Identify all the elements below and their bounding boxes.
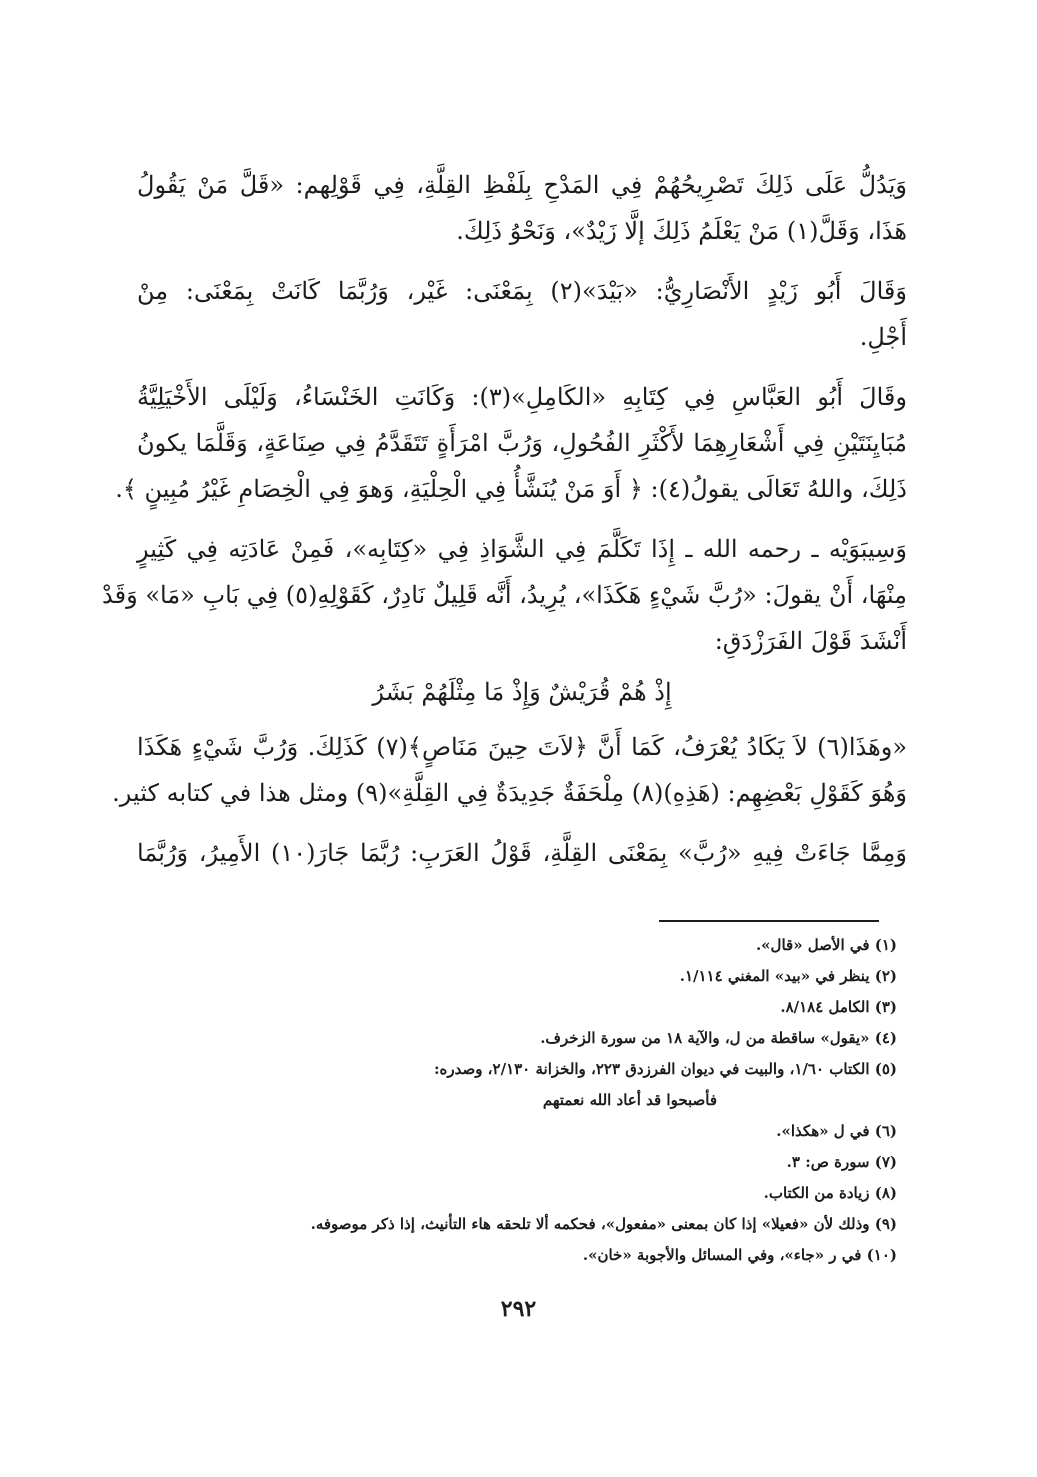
footnotes xyxy=(137,930,897,1271)
text-line: وَيَدُلُّ عَلَى ذَلِكَ تَصْرِيحُهُمْ فِي المَدْحِ بِلَفْظِ القِلَّةِ، فِي قَوْلِهم: «قَلَّ مَنْ يَقُولُ xyxy=(137,171,907,199)
footnote: (٩) وذلك لأن «فعيلا» إذا كان بمعنى «مفعول»، فحكمه ألا تلحقه هاء التأنيث، إذا ذكر موصوفه. xyxy=(310,1215,897,1233)
text-line: مُبَايِنَتَيْنِ فِي أَشْعَارِهِمَا لأَكْثَرِ الفُحُولِ، وَرُبَّ امْرَأَةٍ تَتَقَدَّمُ فِي صِنَاعَةٍ، وَقَلَّمَا يكونُ xyxy=(137,429,907,457)
footnote: (٢) ينظر في «بيد» المغني ١/١١٤. xyxy=(679,967,897,985)
text-line: ذَلِكَ، واللهُ تَعَالَى يقولُ(٤): ﴿ أَوَ مَنْ يُنَشَّأُ فِي الْحِلْيَةِ، وَهوَ فِي الْخِصَامِ غَيْرُ مُبِينٍ ﴾. xyxy=(115,475,907,503)
text-line: وَسِيبَوَيْه ـ رحمه الله ـ إِذَا تَكَلَّمَ فِي الشَّوَاذِ فِي «كِتَابِه»، فَمِنْ عَادَتِه فِي كَثِيرٍ xyxy=(137,535,907,563)
footnote: (٦) في ل «هكذا». xyxy=(776,1122,897,1140)
text-line: أَنْشَدَ قَوْلَ الفَرَزْدَقِ: xyxy=(714,627,907,655)
footnote: (٧) سورة ص: ٣. xyxy=(786,1153,897,1171)
text-line: وَقَالَ أَبُو زَيْدٍ الأَنْصَارِيُّ: «بَيْدَ»(٢) بِمَعْنَى: غَيْر، وَرُبَّمَا كَانَتْ بِمَعْنَى: مِنْ xyxy=(137,277,907,305)
text-line: «وهَذَا(٦) لاَ يَكَادُ يُعْرَفُ، كَمَا أَنَّ ﴿لاَتَ حِينَ مَنَاصٍ﴾(٧) كَذَلِكَ. وَرُبَّ شَيْءٍ هَكَذَا xyxy=(137,733,908,761)
poem-verse: إِذْ هُمْ قُرَيْشٌ وَإِذْ مَا مِثْلَهُمْ بَشَرُ xyxy=(372,678,672,706)
text-line: أَجْلِ. xyxy=(859,323,907,351)
footnote: (٤) «يقول» ساقطة من ل، والآية ١٨ من سورة الزخرف. xyxy=(540,1029,897,1047)
text-line: مِنْهَا، أَنْ يقولَ: «رُبَّ شَيْءٍ هَكَذَا»، يُرِيدُ، أَنَّه قَلِيلٌ نَادِرٌ، كَقَوْلِهِ(٥) فِي بَابِ «مَا» وَقَدْ xyxy=(102,581,907,609)
footnote: (٣) الكامل ٨/١٨٤. xyxy=(780,998,897,1016)
footnote-separator xyxy=(659,920,879,922)
text-line: هَذَا، وَقَلَّ(١) مَنْ يَعْلَمُ ذَلِكَ إلَّا زَيْدٌ»، وَنَحْوُ ذَلِكَ. xyxy=(456,217,907,245)
footnote: (٨) زيادة من الكتاب. xyxy=(763,1184,897,1202)
text-line: وَهُوَ كَقَوْلِ بَعْضِهِم: (هَذِهِ)(٨) مِلْحَفَةٌ جَدِيدَةٌ فِي القِلَّةِ»(٩) ومثل هذا في كتابه كثير. xyxy=(112,779,907,807)
main-text xyxy=(102,162,908,876)
footnote: (١) في الأصل «قال». xyxy=(755,936,897,954)
text-line: وَمِمَّا جَاءَتْ فِيهِ «رُبَّ» بِمَعْنَى القِلَّةِ، قَوْلُ العَرَبِ: رُبَّمَا جَارَ(١٠) الأَمِيرُ، وَرُبَّمَا xyxy=(137,839,908,867)
text-line: وقَالَ أَبُو العَبَّاسِ فِي كِتَابِهِ «الكَامِلِ»(٣): وَكَانَتِ الخَنْسَاءُ، وَلَيْلَى الأَخْيَلِيَّةُ xyxy=(137,383,907,411)
footnote: (٥) الكتاب ١/٦٠، والبيت في ديوان الفرزدق ٢٢٣، والخزانة ٢/١٣٠، وصدره: xyxy=(433,1060,897,1078)
page-number: ٢٩٢ xyxy=(500,1296,537,1322)
footnote-verse: فأصبحوا قد أعاد الله نعمتهم xyxy=(542,1091,717,1109)
footnote: (١٠) في ر «جاء»، وفي المسائل والأجوبة «خان». xyxy=(582,1246,897,1264)
